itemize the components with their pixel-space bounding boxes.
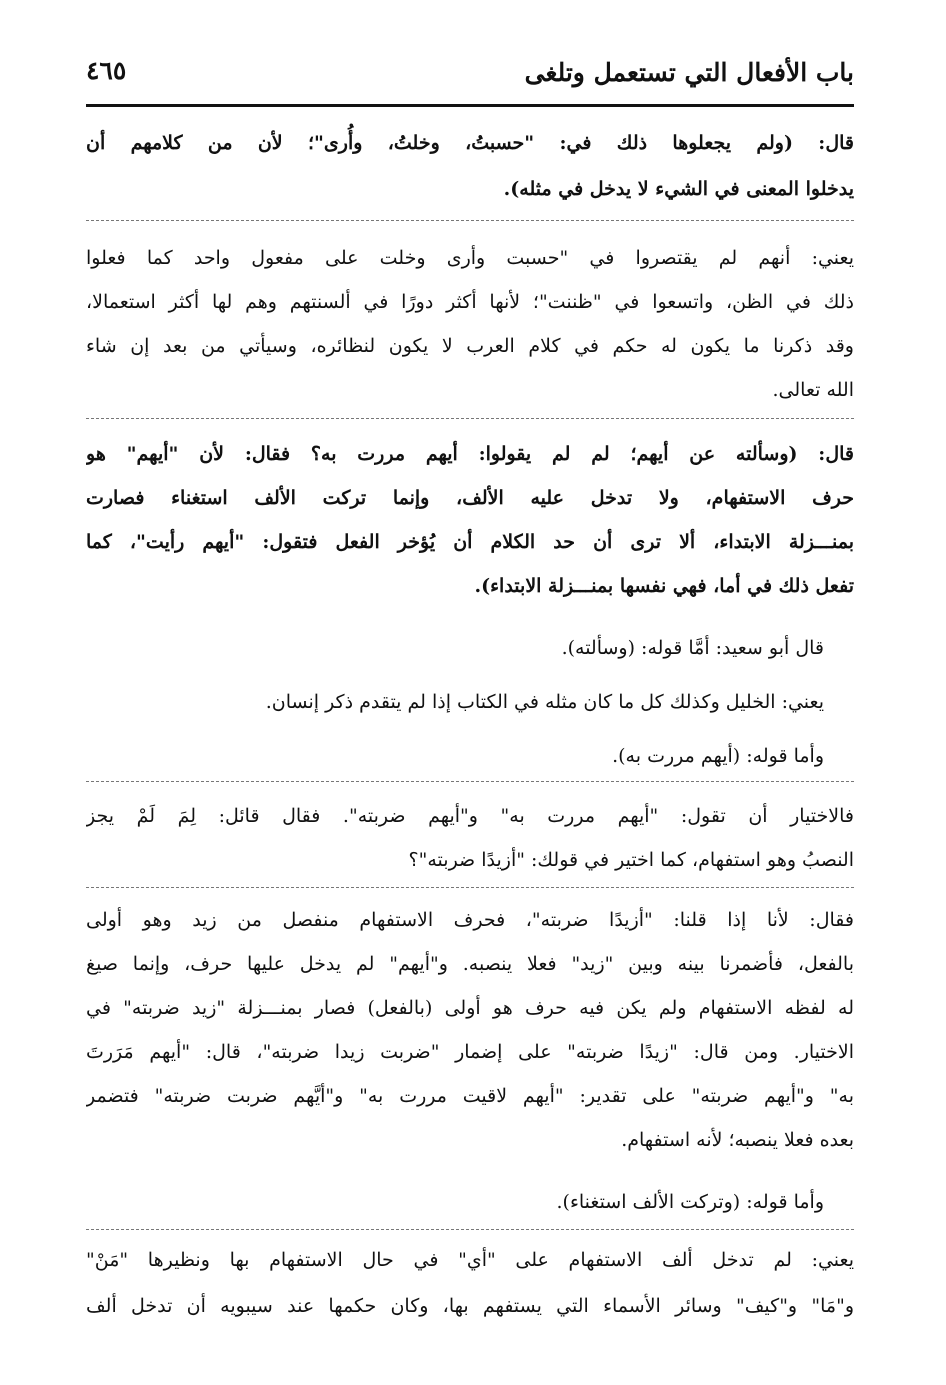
paragraph-separator <box>86 1229 854 1230</box>
paragraph-line: يعني: لم تدخل ألف الاستفهام على "أي" في حال الاستفهام بها ونظيرها "مَنْ" <box>86 1249 854 1271</box>
book-page <box>86 0 854 1385</box>
paragraph-line: فقال: لأنا إذا قلنا: "أزيدًا ضربته"، فحرف الاستفهام منفصل من زيد وهو أولى <box>86 909 854 931</box>
paragraph-line: الاختيار. ومن قال: "زيدًا ضربته" على إضمار "ضربت زيدا ضربته"، قال: "أيهم مَرَرتَ <box>86 1041 854 1063</box>
paragraph-line: وقد ذكرنا ما يكون له حكم في كلام العرب لا يكون لنظائره، وسيأتي من بعد إن شاء <box>86 335 854 357</box>
paragraph-separator <box>86 887 854 888</box>
paragraph-line: يدخلوا المعنى في الشيء لا يدخل في مثله). <box>503 178 854 200</box>
paragraph-line: يعني: الخليل وكذلك كل ما كان مثله في الكتاب إذا لم يتقدم ذكر إنسان. <box>265 691 824 713</box>
paragraph-line: و"مَا" و"كيف" وسائر الأسماء التي يستفهم بها، وكان حكمها عند سيبويه أن تدخل ألف <box>86 1295 854 1317</box>
paragraph-line: وأما قوله: (أيهم مررت به). <box>612 745 824 767</box>
paragraph-separator <box>86 220 854 221</box>
paragraph-line: قال: (ولم يجعلوها ذلك في: "حسبتُ، وخلتُ، وأُرى"؛ لأن من كلامهم أن <box>86 132 854 154</box>
paragraph-line: له لفظه الاستفهام ولم يكن فيه حرف هو أولى (بالفعل) فصار بمنـــزلة "زيد ضربته" في <box>86 997 854 1019</box>
paragraph-line: فالاختيار أن تقول: "أيهم مررت به" و"أيهم ضربته". فقال قائل: لِمَ لَمْ يجز <box>86 805 854 827</box>
paragraph-line: بالفعل، فأضمرنا بينه وبين "زيد" فعلا ينصبه. و"أيهم" لم يدخل عليها حرف، وإنما صيغ <box>86 953 854 975</box>
page-number: ٤٦٥ <box>86 56 127 85</box>
paragraph-line: قال: (وسألته عن أيهم؛ لم لم يقولوا: أيهم مررت به؟ فقال: لأن "أيهم" هو <box>86 443 854 465</box>
paragraph-line: حرف الاستفهام، ولا تدخل عليه الألف، وإنما تركت الألف استغناء فصارت <box>86 487 854 509</box>
paragraph-line: الله تعالى. <box>772 379 854 401</box>
paragraph-line: به" و"أيهم ضربته" على تقدير: "أيهم لاقيت مررت به" و"أيَّهم ضربت ضربته" فتضمر <box>86 1085 854 1107</box>
paragraph-line: تفعل ذلك في أما، فهي نفسها بمنـــزلة الابتداء). <box>474 575 854 597</box>
paragraph-line: يعني: أنهم لم يقتصروا في "حسبت وأرى وخلت على مفعول واحد كما فعلوا <box>86 247 854 269</box>
paragraph-line: بعده فعلا ينصبه؛ لأنه استفهام. <box>621 1129 854 1151</box>
paragraph-line: ذلك في الظن، واتسعوا في "ظننت"؛ لأنها أكثر دورًا في ألسنتهم وهم لها أكثر استعمالا، <box>86 291 854 313</box>
paragraph-line: النصبُ وهو استفهام، كما اختير في قولك: "أزيدًا ضربته"؟ <box>408 849 854 871</box>
paragraph-line: بمنـــزلة الابتداء، ألا ترى أن حد الكلام أن يُؤخر الفعل فتقول: "أيهم رأيت"، كما <box>86 531 854 553</box>
paragraph-line: قال أبو سعيد: أمَّا قوله: (وسألته). <box>561 637 824 659</box>
paragraph-separator <box>86 418 854 419</box>
paragraph-line: وأما قوله: (وتركت الألف استغناء). <box>556 1191 824 1213</box>
running-header <box>86 56 854 100</box>
chapter-title: باب الأفعال التي تستعمل وتلغى <box>524 58 854 87</box>
paragraph-separator <box>86 781 854 782</box>
header-rule <box>86 104 854 107</box>
